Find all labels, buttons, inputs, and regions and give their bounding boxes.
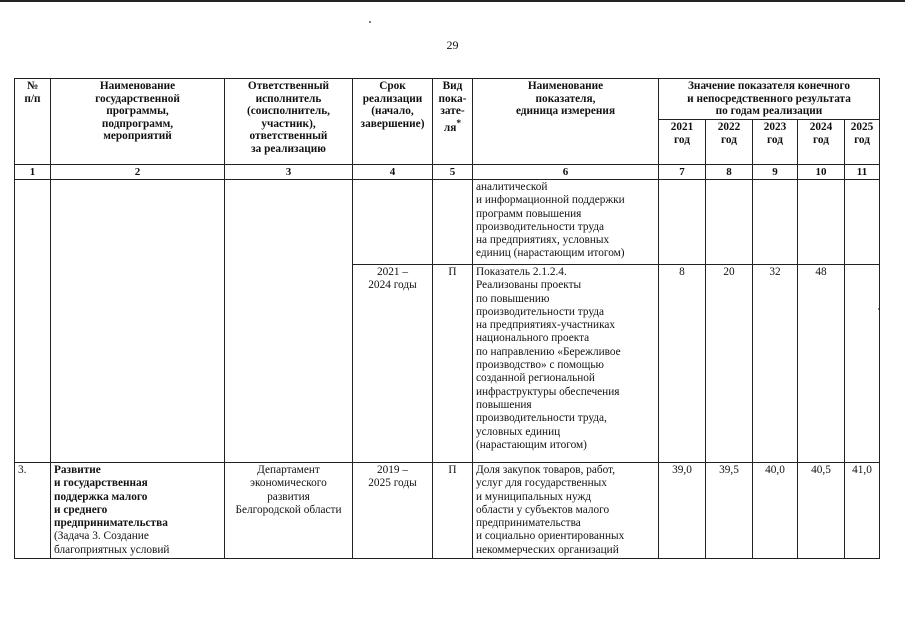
- row-value-2024: 40,5: [798, 463, 845, 559]
- row-num: 3.: [15, 463, 51, 559]
- column-number: 10: [798, 165, 845, 180]
- row-period: 2021 – 2024 годы: [353, 265, 433, 463]
- row-responsible: Департамент экономического развития Белгородской области: [225, 463, 353, 559]
- column-number-row: [15, 165, 880, 180]
- column-number: 2: [51, 165, 225, 180]
- row-value-2025: 41,0: [845, 463, 880, 559]
- header-values-group: Значение показателя конечного и непосредственного результата по годам реализации: [659, 79, 880, 120]
- row-type: [433, 180, 473, 265]
- header-year-2022: 2022 год: [706, 120, 753, 165]
- header-year-2025: 2025 год: [845, 120, 880, 165]
- row-value-2025: [845, 265, 880, 463]
- row-value-2025: [845, 180, 880, 265]
- header-year-2023: 2023 год: [753, 120, 798, 165]
- row-responsible: [225, 180, 353, 463]
- header-program: Наименование государственной программы, подпрограмм, мероприятий: [51, 79, 225, 165]
- top-border-line: [0, 0, 905, 2]
- header-row-1: [15, 79, 880, 120]
- row-period: [353, 180, 433, 265]
- column-number: 5: [433, 165, 473, 180]
- column-number: 9: [753, 165, 798, 180]
- row-value-2023: [753, 180, 798, 265]
- header-year-2021: 2021 год: [659, 120, 706, 165]
- header-period: Срок реализации (начало, завершение): [353, 79, 433, 165]
- row-value-2021: 8: [659, 265, 706, 463]
- row-program: [51, 463, 225, 559]
- row-value-2023: 32: [753, 265, 798, 463]
- column-number: 3: [225, 165, 353, 180]
- column-number: 4: [353, 165, 433, 180]
- page-number: 29: [446, 38, 459, 52]
- scan-speck: [369, 21, 371, 23]
- row-value-2024: [798, 180, 845, 265]
- row-value-2024: 48: [798, 265, 845, 463]
- column-number: 7: [659, 165, 706, 180]
- row-indicator: аналитической и информационной поддержки программ повышения производительности труда на предприятиях, условных единиц (нарастающим итогом): [473, 180, 659, 265]
- row-indicator: Доля закупок товаров, работ, услуг для государственных и муниципальных нужд области у субъектов малого предпринимательства и социально ориентированных некоммерческих организаций: [473, 463, 659, 559]
- program-indicator-table: [14, 78, 880, 559]
- column-number: 11: [845, 165, 880, 180]
- column-number: 6: [473, 165, 659, 180]
- row-program-task: (Задача 3. Создание благоприятных условий: [54, 530, 170, 556]
- footnote-mark: *: [456, 118, 462, 129]
- column-number: 8: [706, 165, 753, 180]
- row-value-2022: 39,5: [706, 463, 753, 559]
- header-responsible: Ответственный исполнитель (соисполнитель, участник), ответственный за реализацию: [225, 79, 353, 165]
- row-value-2022: 20: [706, 265, 753, 463]
- row-program: [51, 180, 225, 463]
- row-period: 2019 – 2025 годы: [353, 463, 433, 559]
- row-value-2022: [706, 180, 753, 265]
- row-value-2023: 40,0: [753, 463, 798, 559]
- row-value-2021: [659, 180, 706, 265]
- row-indicator: Показатель 2.1.2.4. Реализованы проекты по повышению производительности труда на предприятиях-участниках национального проекта по направлению «Бережливое производство» с помощью созданной региональной инфраструктуры обеспечения повышения производительности труда, условных единиц (нарастающим итогом): [473, 265, 659, 463]
- header-type: Вид пока- зате- ля*: [433, 79, 473, 165]
- header-indicator: Наименование показателя, единица измерения: [473, 79, 659, 165]
- row-type: П: [433, 265, 473, 463]
- table-row: [15, 180, 880, 265]
- row-num: [15, 180, 51, 463]
- header-num: № п/п: [15, 79, 51, 165]
- row-value-2021: 39,0: [659, 463, 706, 559]
- row-program-title: Развитие и государственная поддержка малого и среднего предпринимательства: [54, 464, 168, 530]
- header-year-2024: 2024 год: [798, 120, 845, 165]
- table-row: [15, 463, 880, 559]
- column-number: 1: [15, 165, 51, 180]
- row-type: П: [433, 463, 473, 559]
